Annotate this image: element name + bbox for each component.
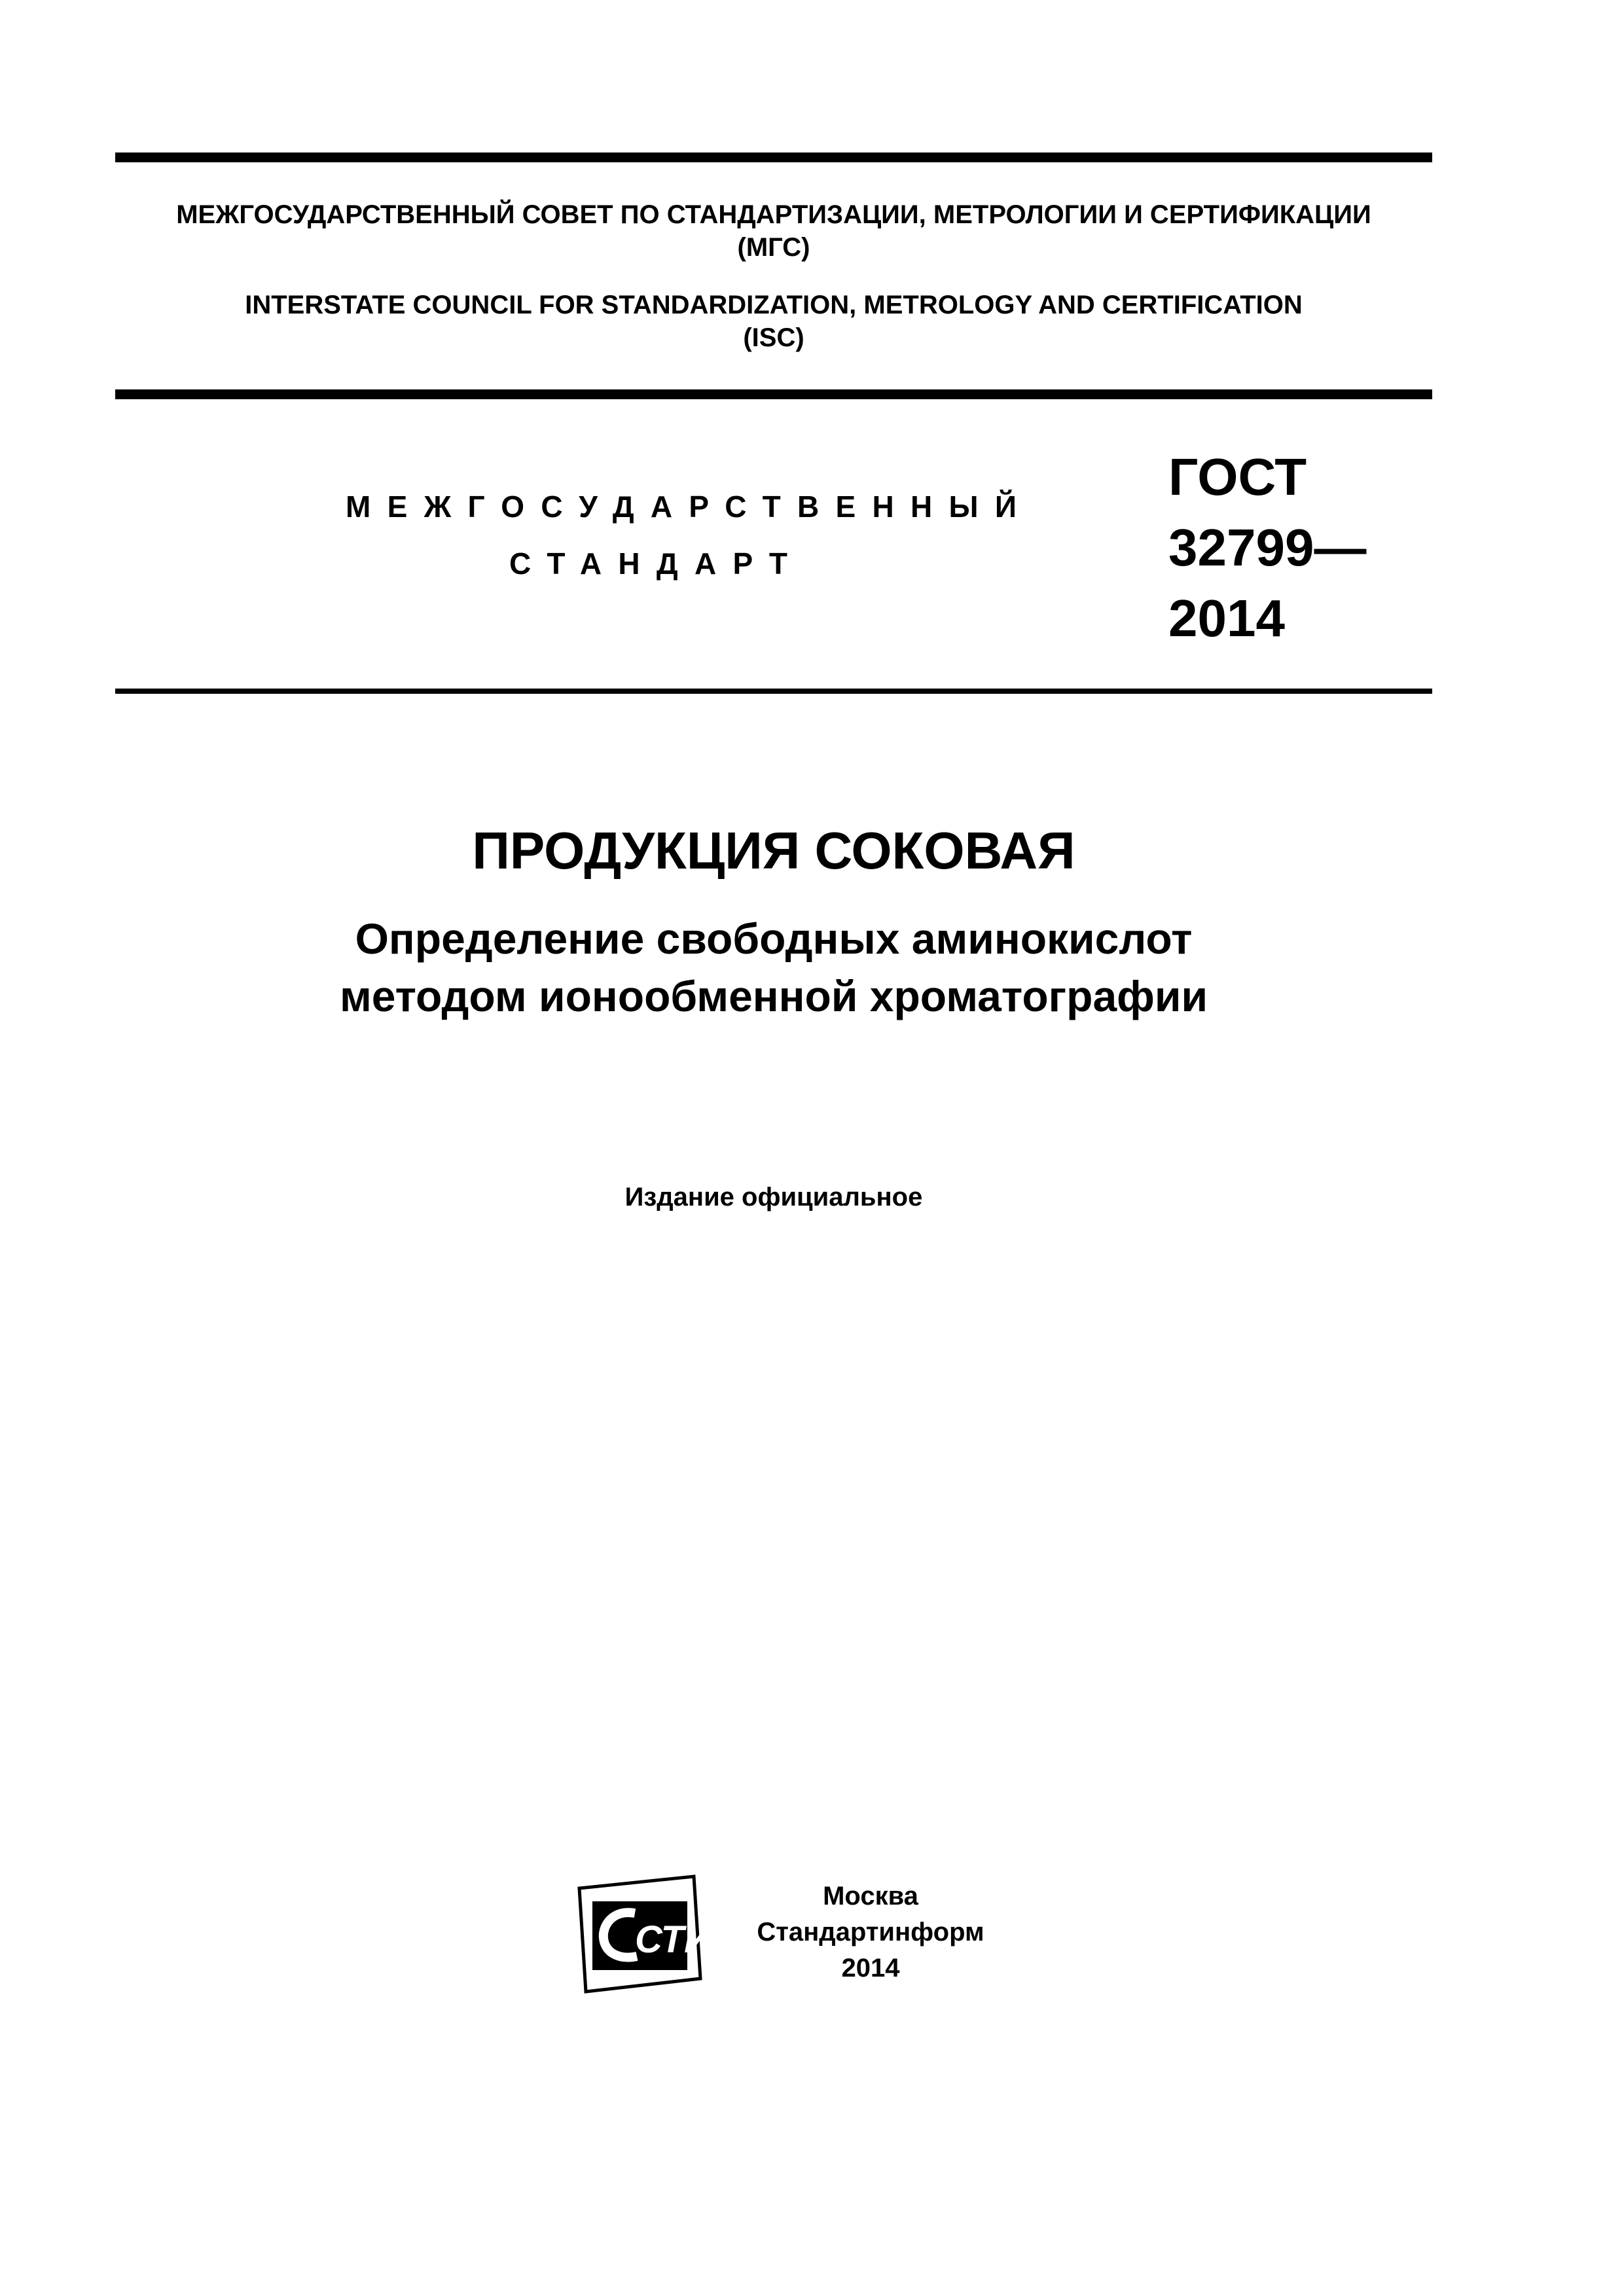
designation-rule [115, 689, 1432, 694]
document-title: ПРОДУКЦИЯ СОКОВАЯ [472, 821, 1075, 880]
edition-label: Издание официальное [624, 1183, 923, 1211]
top-rule [115, 152, 1432, 162]
council-ru-abbr: (МГС) [737, 233, 810, 262]
subtitle-line2: методом ионообменной хроматографии [339, 972, 1208, 1020]
header-rule [115, 389, 1432, 399]
document-subtitle [115, 910, 1432, 1025]
council-en-name: INTERSTATE COUNCIL FOR STANDARDIZATION, METROLOGY AND CERTIFICATION [245, 291, 1303, 319]
svg-text:СТИ: СТИ [635, 1918, 712, 1961]
gost-label: ГОСТ [1168, 448, 1307, 506]
standard-type-line1: МЕЖГОСУДАРСТВЕННЫЙ [346, 490, 1034, 524]
gost-designation [1168, 442, 1366, 654]
standartinform-logo-icon [573, 1875, 712, 1993]
council-header [115, 198, 1432, 354]
publisher-block [733, 1878, 1008, 1986]
publisher-name: Стандартинформ [757, 1918, 984, 1946]
council-en-abbr: (ISC) [743, 323, 804, 352]
gost-number: 32799— [1168, 518, 1367, 577]
publisher-year: 2014 [841, 1954, 900, 1982]
council-ru-name: МЕЖГОСУДАРСТВЕННЫЙ СОВЕТ ПО СТАНДАРТИЗАЦИИ, МЕТРОЛОГИИ И СЕРТИФИКАЦИИ [176, 200, 1371, 229]
publisher-city: Москва [823, 1882, 918, 1910]
gost-year: 2014 [1168, 589, 1285, 647]
subtitle-line1: Определение свободных аминокислот [355, 914, 1193, 963]
standard-type-line2: СТАНДАРТ [509, 547, 804, 581]
